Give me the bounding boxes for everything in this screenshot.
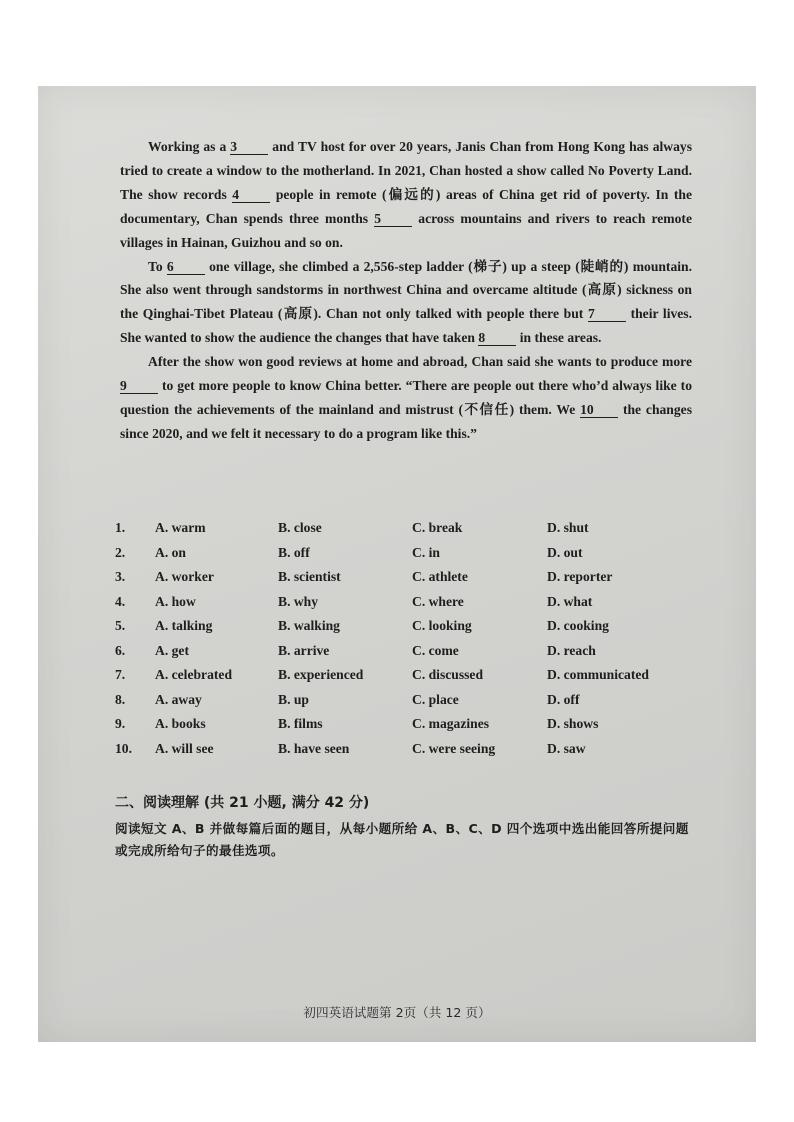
option-b: B. up	[278, 691, 309, 707]
option-b: B. have seen	[278, 740, 350, 756]
text: After the show won good reviews at home and abroad, Chan said she wants to produce more	[148, 354, 692, 370]
option-row	[115, 520, 695, 545]
question-number: 9.	[115, 716, 126, 731]
option-c: C. magazines	[412, 716, 490, 731]
option-d: D. saw	[547, 740, 586, 756]
blank-5: 5	[374, 211, 412, 227]
question-number: 3.	[115, 569, 126, 584]
option-d: D. out	[547, 544, 583, 560]
blank-3: 3	[230, 139, 268, 155]
paragraph-1	[120, 135, 692, 255]
text: across mountains and rivers to reach remote villages in Hainan, Guizhou and so on.	[120, 210, 692, 250]
option-c: C. looking	[412, 618, 472, 633]
section-title: 二、阅读理解 (共 21 小题, 满分 42 分)	[115, 795, 370, 811]
option-a: A. how	[155, 593, 196, 609]
option-b: B. arrive	[278, 642, 330, 658]
question-number: 6.	[115, 642, 126, 658]
question-number: 5.	[115, 618, 126, 633]
option-a: A. away	[155, 691, 202, 707]
paragraph-2	[120, 255, 692, 351]
blank-4: 4	[232, 187, 270, 203]
blank-6: 6	[167, 259, 205, 275]
option-row	[115, 545, 695, 570]
option-a: A. get	[155, 642, 189, 658]
option-d: D. shows	[547, 716, 599, 731]
option-a: A. on	[155, 544, 186, 560]
option-a: A. worker	[155, 569, 214, 584]
option-d: D. communicated	[547, 667, 649, 682]
option-a: A. talking	[155, 618, 213, 633]
option-a: A. will see	[155, 740, 214, 756]
option-b: B. why	[278, 593, 319, 609]
question-number: 8.	[115, 691, 126, 707]
text: the changes since 2020, and we felt it necessary to do a program like this.”	[120, 401, 692, 441]
text: people in remote (偏远的) areas of China get rid of poverty. In the documentary, Chan spends three months	[120, 186, 693, 226]
option-d: D. reporter	[547, 569, 613, 584]
option-b: B. films	[278, 716, 323, 731]
paragraph-3	[120, 350, 692, 446]
blank-7: 7	[588, 306, 626, 322]
question-number: 7.	[115, 667, 126, 682]
option-c: C. were seeing	[412, 740, 496, 756]
option-b: B. experienced	[278, 667, 364, 682]
text: and TV host for over 20 years, Janis Chan from Hong Kong has always tried to create a window to the motherland. In 2021, Chan hosted a show called No Poverty Land. The show records	[120, 139, 692, 202]
option-d: D. what	[547, 593, 593, 609]
question-number: 1.	[115, 520, 126, 535]
option-d: D. reach	[547, 642, 596, 658]
page-footer: 初四英语试题第 2页（共 12 页）	[303, 1005, 491, 1020]
blank-10: 10	[580, 402, 618, 418]
option-c: C. athlete	[412, 569, 468, 584]
option-a: A. warm	[155, 520, 206, 535]
option-b: B. scientist	[278, 569, 341, 584]
option-a: A. books	[155, 716, 206, 731]
text: Working as a	[148, 139, 231, 154]
text: in these areas.	[516, 330, 602, 346]
option-row	[115, 692, 695, 717]
option-d: D. off	[547, 691, 580, 707]
blank-9: 9	[120, 378, 158, 394]
option-c: C. place	[412, 691, 459, 707]
option-c: C. where	[412, 593, 464, 609]
text: To	[148, 258, 167, 274]
question-number: 10.	[115, 740, 132, 756]
option-row	[115, 643, 695, 668]
option-a: A. celebrated	[155, 667, 233, 682]
question-number: 4.	[115, 593, 126, 609]
question-number: 2.	[115, 544, 126, 560]
option-c: C. discussed	[412, 667, 484, 682]
option-c: C. break	[412, 520, 463, 535]
text: their lives. She wanted to show the audience the changes that have taken	[120, 306, 692, 346]
option-b: B. walking	[278, 618, 340, 633]
section-instructions: 阅读短文 A、B 并做每篇后面的题目，从每小题所给 A、B、C、D 四个选项中选出能回答所提问题或完成所给句子的最佳选项。	[115, 821, 689, 858]
option-d: D. shut	[547, 520, 589, 535]
option-b: B. close	[278, 520, 322, 535]
option-row	[115, 594, 695, 619]
blank-8: 8	[478, 330, 516, 346]
text: to get more people to know China better. “There are people out there who’d always like to question the achievements of the mainland and mistrust (不信任) them. We	[120, 378, 692, 417]
option-row	[115, 667, 695, 692]
text: one village, she climbed a 2,556-step ladder (梯子) up a steep (陡峭的) mountain. She also went through sandstorms in northwest China and overcame altitude (高原) sickness on the Qinghai-Tibet Plateau (高原). Chan not only talked with people there but	[120, 258, 692, 322]
option-c: C. come	[412, 642, 459, 658]
options-list	[115, 520, 695, 765]
option-b: B. off	[278, 544, 310, 560]
option-c: C. in	[412, 544, 440, 560]
cloze-passage	[120, 135, 692, 446]
option-row	[115, 741, 695, 766]
option-row	[115, 716, 695, 741]
option-row	[115, 569, 695, 594]
option-row	[115, 618, 695, 643]
option-d: D. cooking	[547, 618, 609, 633]
